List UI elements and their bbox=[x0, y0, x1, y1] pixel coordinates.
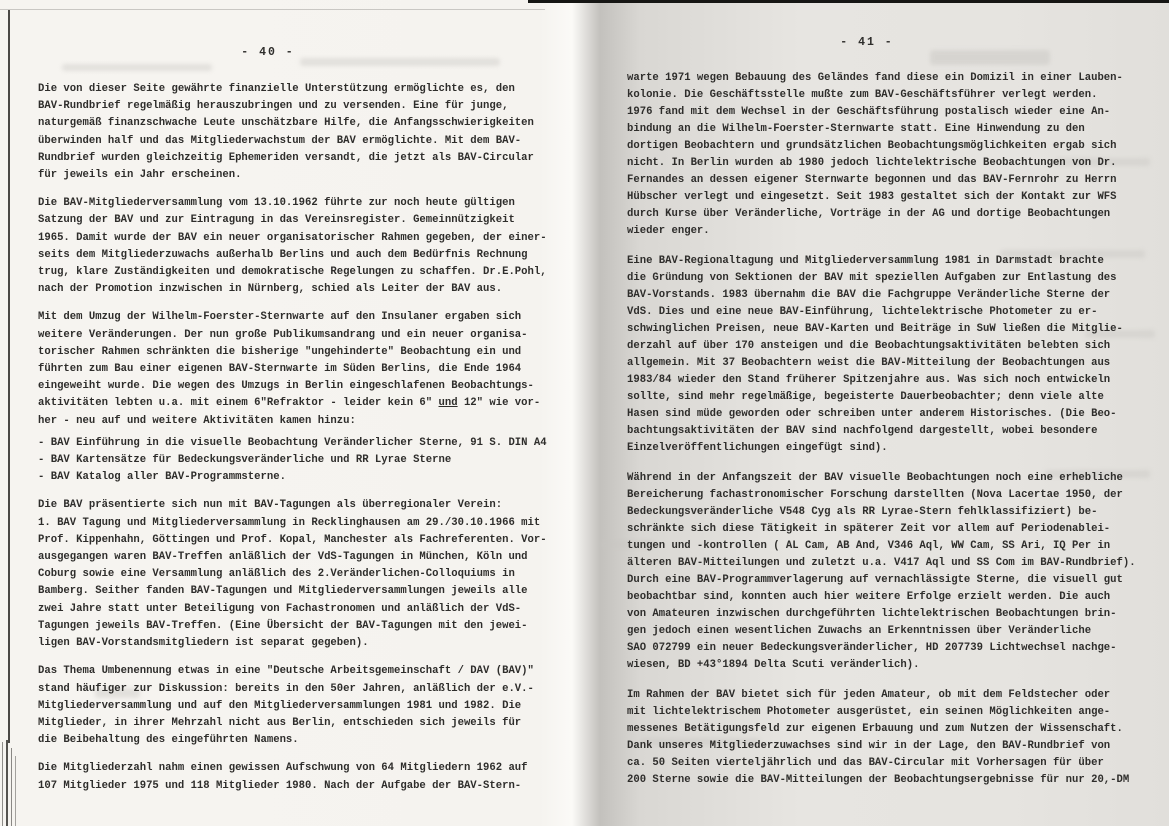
scan-top-hairline bbox=[0, 9, 545, 10]
text-line: allgemein. Mit 37 Beobachtern weist die BAV-Mitteilung der Beobachtungen aus bbox=[627, 357, 1111, 369]
text-line: überwinden half und das Mitgliederwachstum der BAV ermöglichte. Mit dem BAV- bbox=[38, 134, 522, 147]
scan-top-edge bbox=[528, 0, 1169, 3]
page-40-text bbox=[38, 81, 558, 806]
text-line: dortigen Beobachtern und grundsätzlichen Beobachtungsmöglichkeiten ergab sich bbox=[627, 140, 1117, 152]
text-line: Im Rahmen der BAV bietet sich für jeden Amateur, ob mit dem Feldstecher oder bbox=[627, 689, 1111, 701]
text-line: naturgemäß finanzschwache Leute unschätzbare Hilfe, die Anfangsschwierigkeiten bbox=[38, 117, 534, 130]
bleed-through-artifact bbox=[62, 64, 212, 71]
page-edge-line bbox=[8, 10, 10, 743]
text-line: sollte, sind mehr regelmäßige, begeisterte Dauerbeobachter; denn viele alte bbox=[627, 391, 1104, 403]
paragraph bbox=[627, 70, 1142, 240]
text-line: trug, klare Zuständigkeiten und demokratische Regelungen zu schaffen. Dr.E.Pohl, bbox=[38, 266, 547, 279]
text-line: 1976 fand mit dem Wechsel in der Geschäftsführung postalisch wieder eine An- bbox=[627, 106, 1111, 118]
bleed-through-artifact bbox=[300, 58, 500, 66]
text-line: Die BAV präsentierte sich nun mit BAV-Tagungen als überregionaler Verein: bbox=[38, 499, 503, 512]
text-line: stand häufiger zur Diskussion: bereits in den 50er Jahren, anläßlich der e.V.- bbox=[38, 682, 534, 695]
text-line: BAV-Rundbrief regelmäßig herauszubringen und zu versenden. Eine für junge, bbox=[38, 100, 509, 113]
paragraph bbox=[627, 253, 1142, 457]
text-line: zwei Jahre statt unter Beteiligung von Fachastronomen und anläßlich der VdS- bbox=[38, 602, 522, 615]
text-line: Prof. Kippenhahn, Göttingen und Prof. Kopal, Manchester als Fachreferenten. Vor- bbox=[38, 533, 547, 546]
text-line: warte 1971 wegen Bebauung des Geländes fand diese ein Domizil in einer Lauben- bbox=[627, 72, 1123, 84]
paragraph bbox=[38, 81, 558, 184]
paragraph bbox=[627, 470, 1142, 674]
paragraph bbox=[38, 195, 558, 298]
text-line: 200 Sterne sowie die BAV-Mitteilungen der Beobachtungsergebnisse für nur 20,-DM bbox=[627, 774, 1130, 786]
text-line: von Amateuren inzwischen durchgeführten lichtelektrischen Beobachtungen brin- bbox=[627, 608, 1117, 620]
text-line: bachtungsaktivitäten der BAV sind nachfolgend dargestellt, wobei besondere bbox=[627, 425, 1098, 437]
text-line: Das Thema Umbenennung etwas in eine "Deutsche Arbeitsgemeinschaft / DAV (BAV)" bbox=[38, 665, 534, 678]
text-line: Die von dieser Seite gewährte finanzielle Unterstützung ermöglichte es, den bbox=[38, 83, 515, 95]
text-line: 1965. Damit wurde der BAV ein neuer organisatorischer Rahmen gegeben, der einer- bbox=[38, 231, 547, 244]
text-line: aktivitäten lebten u.a. mit einem 6"Refraktor - leider kein 6" und 12" wie vor- bbox=[38, 397, 541, 410]
text-line: wieder enger. bbox=[627, 225, 710, 237]
text-line: - BAV Katalog aller BAV-Programmsterne. bbox=[38, 471, 286, 484]
text-line: beobachtbar sind, konnten auch hier weitere Erfolge erzielt werden. Die auch bbox=[627, 591, 1111, 603]
text-line: schränkte sich diese Tätigkeit in späterer Zeit vor allem auf Periodenablei- bbox=[627, 523, 1111, 535]
text-line: durch Kurse über Veränderliche, Vorträge in der AG und dortige Beobachtungen bbox=[627, 208, 1111, 220]
text-line: 1. BAV Tagung und Mitgliederversammlung in Recklinghausen am 29./30.10.1966 mit bbox=[38, 516, 541, 529]
page-41-text bbox=[627, 70, 1142, 802]
text-line: BAV-Vorstands. 1983 übernahm die BAV die Fachgruppe Veränderliche Sterne der bbox=[627, 289, 1111, 301]
text-line: Fernandes an dessen eigener Sternwarte begonnen und das BAV-Fernrohr zu Herrn bbox=[627, 174, 1117, 186]
text-line: eingeweiht wurde. Die wegen des Umzugs in Berlin eingeschlafenen Beobachtungs- bbox=[38, 380, 534, 393]
text-line: Durch eine BAV-Programmverlagerung auf vernachlässigte Sterne, die visuell gut bbox=[627, 574, 1123, 586]
text-line: Mit dem Umzug der Wilhelm-Foerster-Sternwarte auf den Insulaner ergaben sich bbox=[38, 311, 522, 324]
text-line: für jeweils ein Jahr erscheinen. bbox=[38, 169, 242, 182]
text-line: die Beibehaltung des eingeführten Namens. bbox=[38, 734, 299, 747]
text-line: Satzung der BAV und zur Eintragung in das Vereinsregister. Gemeinnützigkeit bbox=[38, 214, 515, 227]
page-stack-edge bbox=[11, 748, 12, 826]
text-line: Hübscher verlegt und eingesetzt. Seit 1983 gestaltet sich der Kontakt zur WFS bbox=[627, 191, 1117, 203]
paragraph bbox=[627, 687, 1142, 789]
text-line: SAO 072799 ein neuer Bedeckungsveränderlicher, HD 207739 Lichtwechsel nachge- bbox=[627, 642, 1117, 654]
paragraph bbox=[38, 497, 558, 652]
page-stack-edge bbox=[6, 740, 8, 826]
text-line: schwinglichen Preisen, neue BAV-Karten und Beiträge in SuW ließen die Mitglie- bbox=[627, 323, 1123, 335]
text-line: VdS. Dies und eine neue BAV-Einführung, lichtelektrische Photometer zu er- bbox=[627, 306, 1098, 318]
text-line: Eine BAV-Regionaltagung und Mitgliederversammlung 1981 in Darmstadt brachte bbox=[627, 255, 1104, 267]
text-line: kolonie. Die Geschäftsstelle mußte zum BAV-Geschäftsführer verlegt werden. bbox=[627, 89, 1098, 101]
text-line: Rundbrief wurden gleichzeitig Ephemeriden versandt, die jetzt als BAV-Circular bbox=[38, 151, 534, 164]
text-line: älteren BAV-Mitteilungen und zuletzt u.a. V417 Aql und SS Com im BAV-Rundbrief). bbox=[627, 557, 1136, 569]
text-line: weitere Veränderungen. Der nun große Publikumsandrang und ein neuer organisa- bbox=[38, 328, 528, 341]
text-line: ligen BAV-Vorstandsmitgliedern ist separat gegeben). bbox=[38, 637, 369, 650]
text-line: Die Mitgliederzahl nahm einen gewissen Aufschwung von 64 Mitgliedern 1962 auf bbox=[38, 762, 528, 775]
text-line: - BAV Einführung in die visuelle Beobachtung Veränderlicher Sterne, 91 S. DIN A4 bbox=[38, 436, 547, 449]
page-number-40: - 40 - bbox=[241, 46, 295, 59]
text-line: messenes Betätigungsfeld zur eigenen Erbauung und zum Nutzen der Wissenschaft. bbox=[627, 723, 1123, 735]
paragraph bbox=[38, 309, 558, 429]
text-line: nicht. In Berlin wurden ab 1980 jedoch lichtelektrische Beobachtungen von Dr. bbox=[627, 157, 1117, 169]
text-line: derzahl auf über 170 ansteigen und die Beobachtungsaktivitäten belebten sich bbox=[627, 340, 1111, 352]
text-line: nach der Promotion inzwischen in Nürnberg, schied als Leiter der BAV aus. bbox=[38, 283, 503, 296]
bullet-list bbox=[38, 435, 558, 487]
text-line: 1983/84 wieder den Stand früherer Spitzenjahre aus. Was sich noch entwickeln bbox=[627, 374, 1111, 386]
text-line: Bedeckungsveränderliche V548 Cyg als RR Lyrae-Stern fehlklassifiziert) be- bbox=[627, 506, 1098, 518]
text-line: Tagungen jeweils BAV-Treffen. (Eine Übersicht der BAV-Tagungen mit den jewei- bbox=[38, 619, 528, 632]
text-line: Bereicherung fachastronomischer Forschung darstellten (Nova Lacertae 1950, der bbox=[627, 489, 1123, 501]
text-line: - BAV Kartensätze für Bedeckungsveränderliche und RR Lyrae Sterne bbox=[38, 454, 452, 467]
text-line: Bamberg. Seither fanden BAV-Tagungen und Mitgliederversammlungen jeweils alle bbox=[38, 585, 528, 598]
text-line: Dank unseres Mitgliederzuwachses sind wir in der Lage, den BAV-Rundbrief von bbox=[627, 740, 1111, 752]
text-line: Einzelveröffentlichungen eingefügt sind). bbox=[627, 442, 888, 454]
paragraph bbox=[38, 663, 558, 749]
text-line: Coburg sowie eine Versammlung anläßlich des 2.Veränderlichen-Colloquiums in bbox=[38, 568, 515, 581]
text-line: seits dem Mitgliederzuwachs außerhalb Berlins und auch dem Bedürfnis Rechnung bbox=[38, 248, 528, 261]
page-stack-edge bbox=[2, 742, 3, 826]
text-line: Mitglieder, in ihrer Mehrzahl nicht aus Berlin, entschieden sich jeweils für bbox=[38, 716, 522, 729]
text-line: 107 Mitglieder 1975 und 118 Mitglieder 1980. Nach der Aufgabe der BAV-Stern- bbox=[38, 779, 522, 792]
text-line: die Gründung von Sektionen der BAV mit speziellen Aufgaben zur Entlastung des bbox=[627, 272, 1117, 284]
text-line: mit lichtelektrischem Photometer ausgerüstet, ein seinen Möglichkeiten ange- bbox=[627, 706, 1111, 718]
text-line: her - neu auf und weitere Aktivitäten kamen hinzu: bbox=[38, 414, 356, 427]
paragraph bbox=[38, 760, 558, 794]
text-line: tungen und -kontrollen ( AL Cam, AB And, V346 Aql, WW Cam, SS Ari, IQ Per in bbox=[627, 540, 1111, 552]
page-stack-edge bbox=[15, 756, 16, 826]
text-line: torischer Rahmen schränkten die bisherige "ungehinderte" Beobachtung ein und bbox=[38, 345, 522, 358]
text-line: gen jedoch einen wesentlichen Zuwachs an Erkenntnissen über Veränderliche bbox=[627, 625, 1092, 637]
text-line: führten zum Bau einer eigenen BAV-Sternwarte im Süden Berlins, die Ende 1964 bbox=[38, 363, 522, 376]
text-line: Hasen sind müde geworden oder schreiben unter anderem Historisches. (Die Beo- bbox=[627, 408, 1117, 420]
text-line: Mitgliederversammlung und auf den Mitgliederversammlungen 1981 und 1982. Die bbox=[38, 699, 522, 712]
bleed-through-artifact bbox=[930, 50, 1050, 65]
text-line: ausgegangen waren BAV-Treffen anläßlich der VdS-Tagungen in München, Köln und bbox=[38, 551, 528, 564]
text-line: Während in der Anfangszeit der BAV visuelle Beobachtungen noch eine erhebliche bbox=[627, 472, 1123, 484]
text-line: bindung an die Wilhelm-Foerster-Sternwarte statt. Eine Hinwendung zu den bbox=[627, 123, 1085, 135]
page-number-41: - 41 - bbox=[840, 36, 894, 49]
text-line: ca. 50 Seiten vierteljährlich und das BAV-Circular mit Vorhersagen für über bbox=[627, 757, 1104, 769]
text-line: Die BAV-Mitgliederversammlung vom 13.10.1962 führte zur noch heute gültigen bbox=[38, 197, 515, 210]
text-line: wiesen, BD +43°1894 Delta Scuti veränderlich). bbox=[627, 659, 920, 671]
